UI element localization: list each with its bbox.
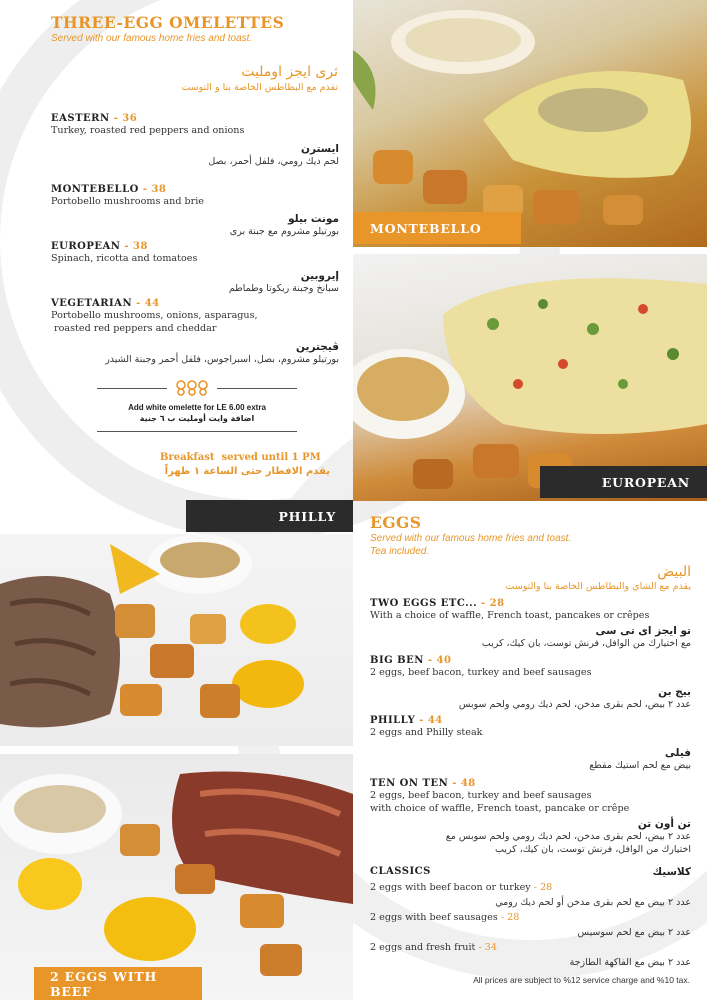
item-name: EASTERN - 36 <box>51 113 138 124</box>
item-price: - 36 <box>109 113 138 124</box>
extra-note: Add white omelette for LE 6.00 extra <box>128 403 266 412</box>
eggs-subtitle-2: Tea included. <box>370 546 430 557</box>
item-desc: With a choice of waffle, French toast, pancakes or crêpes <box>370 610 650 621</box>
breakfast-note-ar: يقدم الافطار حتى الساعة ١ ظهراً <box>164 466 330 477</box>
item-ar-desc: لحم ديك رومي، فلفل أحمر، بصل <box>208 156 339 167</box>
omelettes-subtitle: Served with our famous home fries and toast. <box>51 33 253 44</box>
footnote: All prices are subject to %12 service charge and %10 tax. <box>473 975 690 985</box>
item-name: EUROPEAN - 38 <box>51 241 148 252</box>
item-price: - 44 <box>132 298 160 309</box>
item-ar-name: تو ايجز اى تى سى <box>595 625 691 637</box>
item-ar-name: ڤيجترين <box>296 341 339 353</box>
item-ar-name: تن أون تن <box>637 818 691 830</box>
item-ar-name: كلاسيك <box>652 866 691 878</box>
item-desc: 2 eggs, beef bacon, turkey and beef sausages <box>370 667 592 678</box>
item-name: TWO EGGS ETC... - 28 <box>370 598 505 609</box>
item-name: BIG BEN - 40 <box>370 655 452 666</box>
item-price: - 38 <box>120 241 148 252</box>
classics-item: 2 eggs with beef bacon or turkey - 28 <box>370 882 553 893</box>
menu-item-philly <box>370 715 691 772</box>
label-european: EUROPEAN <box>540 466 707 498</box>
european-photo <box>353 254 707 501</box>
eggs-title: EGGS <box>370 513 422 532</box>
omelettes-ar-subtitle: تقدم مع البطاطس الخاصة بنا و التوست <box>181 82 338 93</box>
item-ar-desc: مع اختيارك من الوافل، فرنش توست، بان كيك، كريب <box>481 638 691 649</box>
divider-line <box>97 431 297 432</box>
item-ar-desc: عدد ٢ بيض، لحم بقرى مدخن، لحم ديك رومي ولحم سوبس مع <box>445 831 691 842</box>
divider-line <box>217 388 297 389</box>
item-price: - 38 <box>138 184 167 195</box>
item-name: VEGETARIAN - 44 <box>51 298 160 309</box>
item-desc: 2 eggs, beef bacon, turkey and beef sausages <box>370 790 592 801</box>
item-desc: Portobello mushrooms, onions, asparagus, <box>51 310 258 321</box>
item-ar-desc: بورتيلو مشروم، بصل، اسبراجوس، فلفل أحمر وجبنة الشيدر <box>105 354 339 365</box>
menu-item-eastern <box>51 113 339 168</box>
menu-item-vegetarian <box>51 298 339 366</box>
menu-item-classics <box>370 866 691 969</box>
item-name: TEN ON TEN - 48 <box>370 778 476 789</box>
item-ar-name: فيلى <box>664 747 691 759</box>
item-ar-name: مونت بيلو <box>288 213 339 225</box>
item-desc: Spinach, ricotta and tomatoes <box>51 253 198 264</box>
item-desc: Portobello mushrooms and brie <box>51 196 204 207</box>
item-ar-desc: اختيارك من الوافل، فرنش توست، بان كيك، كريب <box>494 844 691 855</box>
menu-item-big-ben <box>370 655 691 711</box>
item-name: PHILLY - 44 <box>370 715 443 726</box>
item-desc: roasted red peppers and cheddar <box>51 323 217 334</box>
item-desc: with choice of waffle, French toast, pancake or crêpe <box>370 803 630 814</box>
menu-item-two-eggs <box>370 598 691 650</box>
item-price: - 28 <box>477 598 505 609</box>
eggs-with-beef-photo <box>0 754 353 1000</box>
item-price: - 34 <box>475 942 497 953</box>
omelettes-ar-title: ثرى ايجز اومليت <box>241 64 338 80</box>
classics-item-ar: عدد ٢ بيض مع الفاكهة الطازجة <box>569 957 691 968</box>
classics-item: 2 eggs and fresh fruit - 34 <box>370 942 497 953</box>
classics-item-ar: عدد ٢ بيض مع لحم بقرى مدخن أو لحم ديك رومي <box>495 897 691 908</box>
label-philly: PHILLY <box>186 500 353 532</box>
item-price: - 28 <box>530 882 553 893</box>
omelettes-title: THREE-EGG OMELETTES <box>51 13 285 32</box>
ornament-icon <box>172 379 212 397</box>
eggs-ar-subtitle: يقدم مع الشاي والبطاطس الخاصة بنا والتوست <box>505 581 691 592</box>
montebello-photo <box>353 0 707 247</box>
classics-header <box>370 866 691 880</box>
item-ar-desc: عدد ٢ بيض، لحم بقرى مدخن، لحم ديك رومي ولحم سوبس <box>458 699 691 710</box>
menu-item-montebello <box>51 184 339 238</box>
item-price: - 48 <box>448 778 476 789</box>
item-ar-desc: بورتيلو مشروم مع جبنة برى <box>229 226 339 237</box>
philly-photo <box>0 534 353 746</box>
menu-item-ten-on-ten <box>370 778 691 856</box>
item-price: - 40 <box>423 655 452 666</box>
extra-note-ar: اضافة وايت أومليت ب ٦ جنية <box>139 414 255 423</box>
classics-item-ar: عدد ٢ بيض مع لحم سوسيس <box>577 927 691 938</box>
item-ar-name: ايسترن <box>300 143 339 155</box>
label-eggs-with-beef: 2 EGGS WITH BEEF <box>34 967 202 1000</box>
item-desc: 2 eggs and Philly steak <box>370 727 483 738</box>
item-ar-name: إيروبين <box>300 270 339 282</box>
menu-item-european <box>51 241 339 295</box>
divider-line <box>97 388 167 389</box>
item-ar-desc: سبانخ وجبنة ريكوتا وطماطم <box>228 283 339 294</box>
breakfast-note: Breakfast served until 1 PM <box>160 452 321 463</box>
label-montebello: MONTEBELLO <box>353 212 521 244</box>
item-name: CLASSICS <box>370 866 431 877</box>
item-ar-desc: بيض مع لحم استيك مقطع <box>589 760 691 771</box>
eggs-ar-title: البيض <box>657 564 691 580</box>
eggs-subtitle: Served with our famous home fries and toast. <box>370 533 572 544</box>
item-ar-name: بيج بن <box>658 686 691 698</box>
item-price: - 28 <box>497 912 520 923</box>
classics-item: 2 eggs with beef sausages - 28 <box>370 912 520 923</box>
item-name: MONTEBELLO - 38 <box>51 184 167 195</box>
item-desc: Turkey, roasted red peppers and onions <box>51 125 245 136</box>
item-price: - 44 <box>415 715 443 726</box>
